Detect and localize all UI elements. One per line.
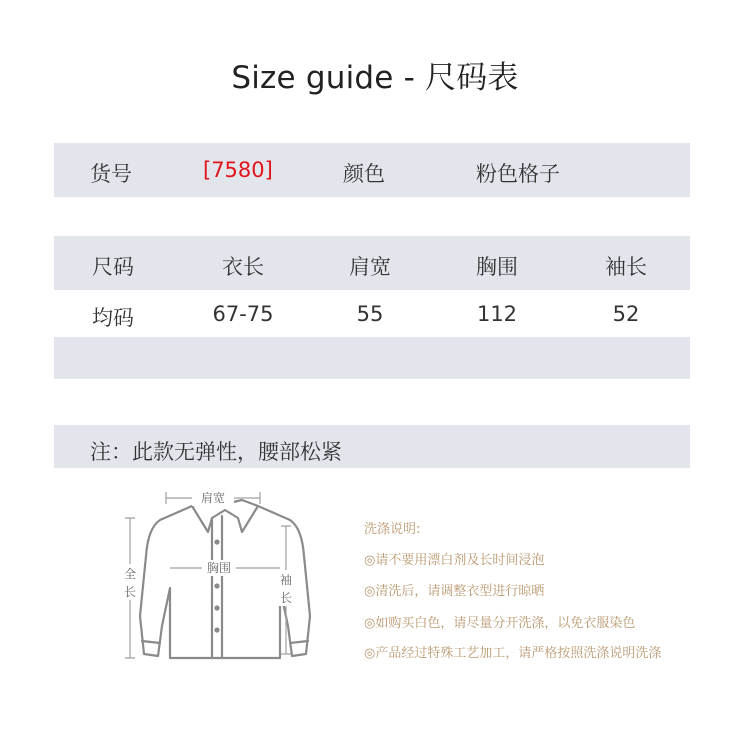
empty-table-band — [54, 337, 690, 379]
length-label-1: 全 — [123, 567, 137, 581]
header-length: 衣长 — [222, 255, 264, 279]
table-cell-chest: 112 — [476, 302, 518, 326]
chest-label: 胸围 — [206, 561, 232, 575]
care-item: ◎请不要用漂白剂及长时间浸泡 — [364, 553, 545, 568]
shoulder-label: 肩宽 — [200, 491, 226, 505]
length-label-2: 长 — [123, 585, 137, 599]
page-title: Size guide - 尺码表 — [231, 60, 519, 96]
care-item: ◎如购买白色，请尽量分开洗涤，以免衣服染色 — [364, 616, 636, 631]
note-text: 注：此款无弹性，腰部松紧 — [90, 440, 342, 464]
care-item: ◎产品经过特殊工艺加工，请严格按照洗涤说明洗涤 — [364, 646, 662, 661]
color-label: 颜色 — [343, 162, 385, 186]
sleeve-label-2: 长 — [279, 591, 293, 605]
shirt-button — [214, 539, 219, 544]
care-title: 洗涤说明: — [364, 522, 421, 537]
color-value: 粉色格子 — [476, 162, 560, 186]
shirt-button — [214, 627, 219, 632]
sleeve-label-1: 袖 — [279, 573, 293, 587]
care-item: ◎清洗后，请调整衣型进行晾晒 — [364, 584, 545, 599]
table-cell-sleeve: 52 — [612, 302, 640, 326]
shirt-button — [214, 583, 219, 588]
shirt-cuff-right — [290, 641, 308, 643]
header-shoulder: 肩宽 — [349, 255, 391, 279]
table-cell-size: 均码 — [92, 306, 134, 330]
header-size: 尺码 — [92, 255, 134, 279]
table-cell-length: 67-75 — [212, 302, 274, 326]
item-no-value: [7580] — [203, 158, 273, 182]
shirt-button — [214, 605, 219, 610]
header-sleeve: 袖长 — [605, 255, 647, 279]
header-chest: 胸围 — [476, 255, 518, 279]
shirt-measurement-diagram — [100, 476, 320, 676]
item-no-label: 货号 — [90, 162, 132, 186]
shirt-cuff-left — [142, 641, 160, 643]
table-cell-shoulder: 55 — [356, 302, 384, 326]
